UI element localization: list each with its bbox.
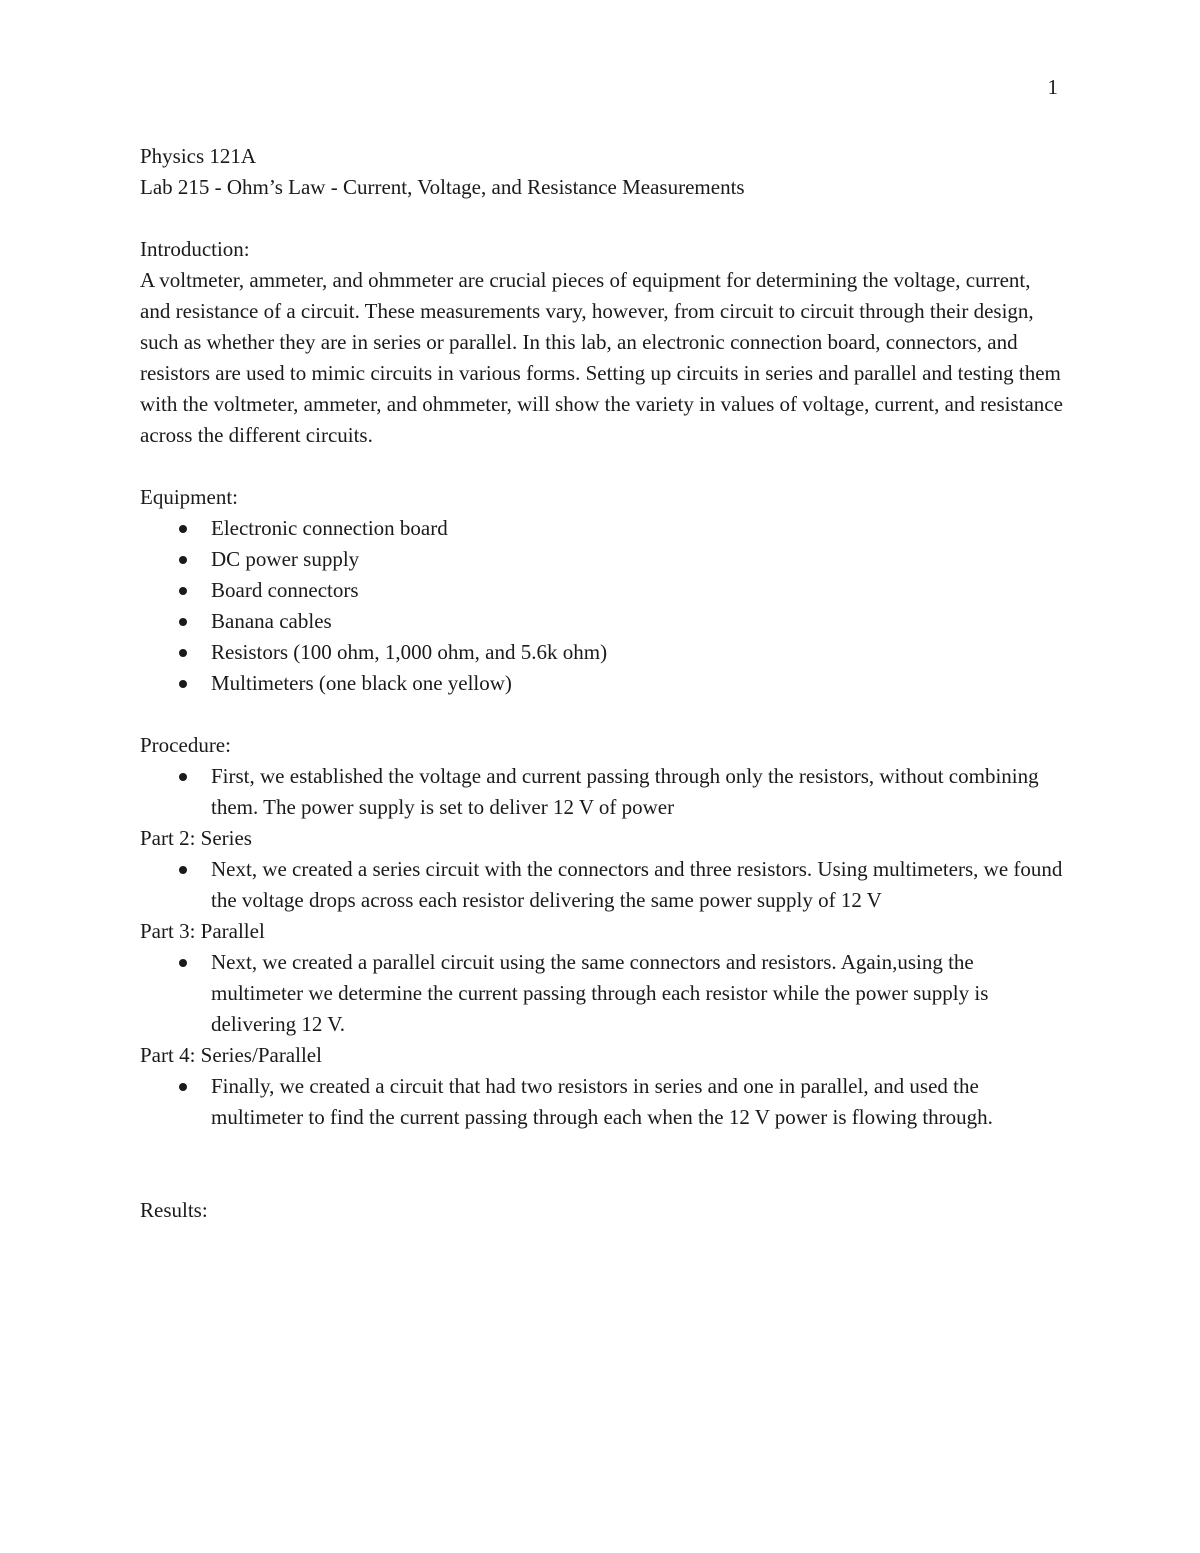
procedure-step: Finally, we created a circuit that had two resistors in series and one in parallel, and used the multimeter to find the current passing through each when the 12 V power is flowing through. xyxy=(211,1074,993,1129)
page-number: 1 xyxy=(1047,75,1058,99)
equipment-heading: Equipment: xyxy=(140,485,238,509)
list-item xyxy=(140,947,1065,1040)
introduction-text: A voltmeter, ammeter, and ohmmeter are crucial pieces of equipment for determining the voltage, current, and resistance of a circuit. These measurements vary, however, from circuit to circuit through their design, such as whether they are in series or parallel. In this lab, an electronic connection board, connectors, and resistors are used to mimic circuits in various forms. Setting up circuits in series and parallel and testing them with the voltmeter, ammeter, and ohmmeter, will show the variety in values of voltage, current, and resistance across the different circuits. xyxy=(140,268,1063,447)
bullet-icon xyxy=(179,959,187,967)
list-item xyxy=(140,668,1065,699)
equipment-item: Electronic connection board xyxy=(211,516,448,540)
bullet-icon xyxy=(179,866,187,874)
procedure-part4-list xyxy=(140,1071,1065,1133)
document-body xyxy=(140,141,1065,1226)
list-item xyxy=(140,637,1065,668)
equipment-item: Resistors (100 ohm, 1,000 ohm, and 5.6k ohm) xyxy=(211,640,608,664)
procedure-step: First, we established the voltage and current passing through only the resistors, without combining them. The power supply is set to deliver 12 V of power xyxy=(211,764,1039,819)
bullet-icon xyxy=(179,773,187,781)
equipment-item: Banana cables xyxy=(211,609,332,633)
part2-heading: Part 2: Series xyxy=(140,826,252,850)
results-heading: Results: xyxy=(140,1198,208,1222)
list-item xyxy=(140,544,1065,575)
procedure-step: Next, we created a series circuit with the connectors and three resistors. Using multimeters, we found the voltage drops across each resistor delivering the same power supply of 12 V xyxy=(211,857,1063,912)
bullet-icon xyxy=(179,587,187,595)
list-item xyxy=(140,513,1065,544)
bullet-icon xyxy=(179,680,187,688)
list-item xyxy=(140,606,1065,637)
equipment-item: Board connectors xyxy=(211,578,359,602)
bullet-icon xyxy=(179,525,187,533)
equipment-list xyxy=(140,513,1065,699)
procedure-heading: Procedure: xyxy=(140,733,231,757)
list-item xyxy=(140,1071,1065,1133)
procedure-part3-list xyxy=(140,947,1065,1040)
equipment-item: DC power supply xyxy=(211,547,360,571)
procedure-part1-list xyxy=(140,761,1065,823)
bullet-icon xyxy=(179,556,187,564)
list-item xyxy=(140,575,1065,606)
introduction-heading: Introduction: xyxy=(140,237,250,261)
procedure-step: Next, we created a parallel circuit using the same connectors and resistors. Again,using the multimeter we determine the current passing through each resistor while the power supply is delivering 12 V. xyxy=(211,950,989,1036)
part4-heading: Part 4: Series/Parallel xyxy=(140,1043,322,1067)
list-item xyxy=(140,854,1065,916)
list-item xyxy=(140,761,1065,823)
course-title: Physics 121A xyxy=(140,144,257,168)
procedure-part2-list xyxy=(140,854,1065,916)
bullet-icon xyxy=(179,1083,187,1091)
bullet-icon xyxy=(179,618,187,626)
equipment-item: Multimeters (one black one yellow) xyxy=(211,671,512,695)
bullet-icon xyxy=(179,649,187,657)
part3-heading: Part 3: Parallel xyxy=(140,919,265,943)
lab-title: Lab 215 - Ohm’s Law - Current, Voltage, and Resistance Measurements xyxy=(140,175,745,199)
